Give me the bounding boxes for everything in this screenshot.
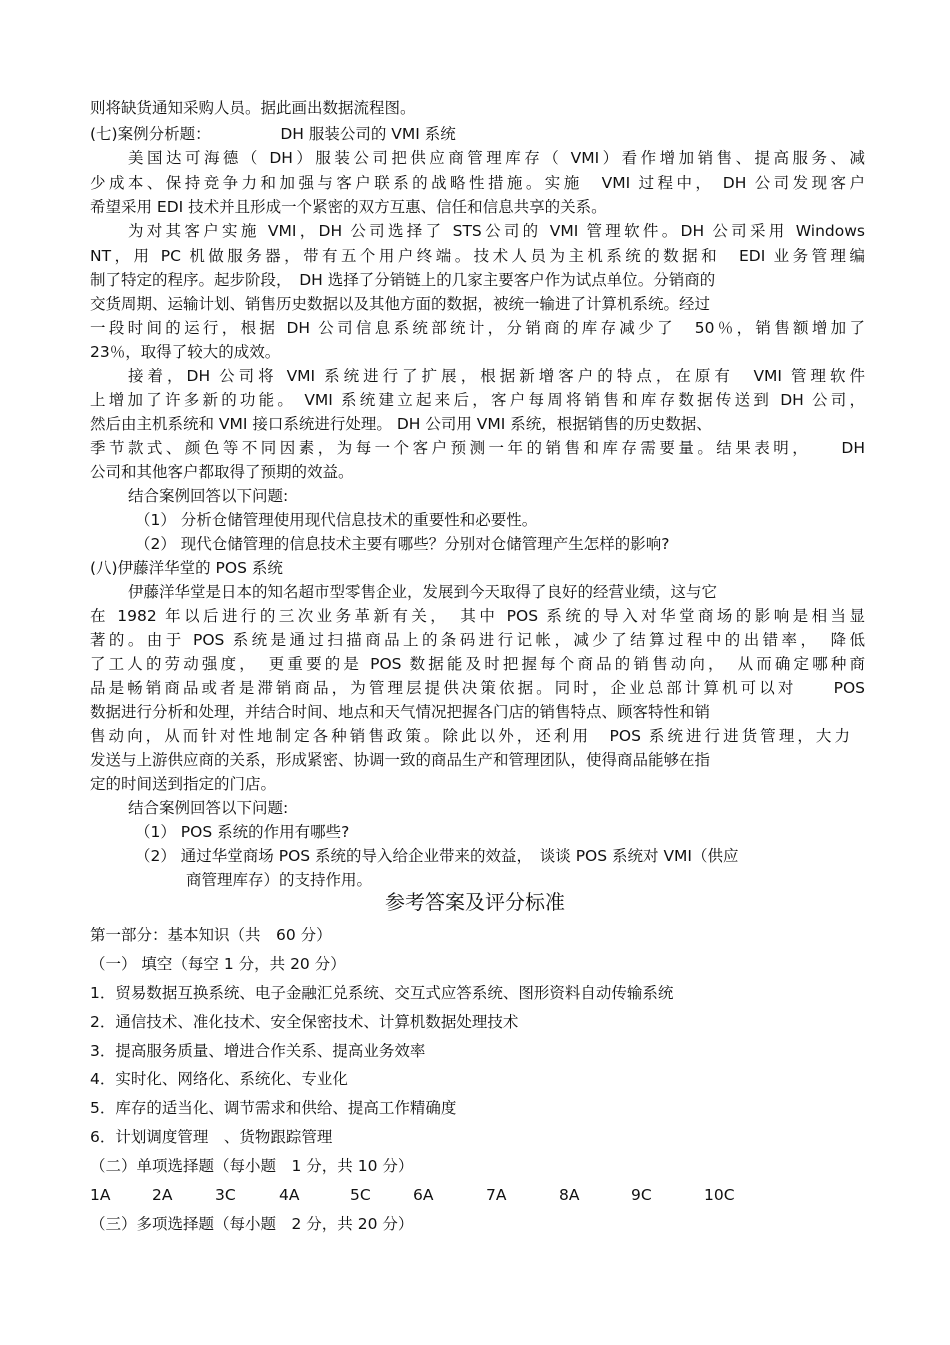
- text-line: 美国达可海德（ DH）服装公司把供应商管理库存（ VMI）看作增加销售、提高服务、减: [128, 149, 865, 167]
- text-line: 接着，DH 公司将 VMI 系统进行了扩展，根据新增客户的特点，在原有 VMI 管理软件: [128, 367, 865, 385]
- text-line: 则将缺货通知采购人员。据此画出数据流程图。: [90, 99, 416, 117]
- mc-answer: 5C: [350, 1186, 371, 1204]
- text-line: 公司和其他客户都取得了预期的效益。: [90, 463, 354, 481]
- text-line: 季节款式、颜色等不同因素，为每一个客户预测一年的销售和库存需要量。结果表明， DH: [90, 439, 865, 457]
- answer-line: 2．通信技术、准化技术、安全保密技术、计算机数据处理技术: [90, 1013, 519, 1031]
- mc-answer: 1A: [90, 1186, 111, 1204]
- answer-line: 6．计划调度管理 、货物跟踪管理: [90, 1128, 333, 1146]
- mc-answer: 6A: [413, 1186, 434, 1204]
- text-line: 为对其客户实施 VMI，DH 公司选择了 STS公司的 VMI 管理软件。DH 公司采用 Windows: [128, 222, 865, 240]
- question-item: （2） 现代仓储管理的信息技术主要有哪些？分别对仓储管理产生怎样的影响?: [135, 535, 670, 553]
- mc-answer: 9C: [631, 1186, 652, 1204]
- mc-answer: 10C: [704, 1186, 735, 1204]
- questions-intro: 结合案例回答以下问题:: [128, 799, 289, 817]
- text-line: 售动向，从而针对性地制定各种销售政策。除此以外，还利用 POS 系统进行进货管理，大力: [90, 727, 850, 745]
- mc-answer: 4A: [279, 1186, 300, 1204]
- text-line: 希望采用 EDI 技术并且形成一个紧密的双方互惠、信任和信息共享的关系。: [90, 198, 607, 216]
- answer-line: 3．提高服务质量、增进合作关系、提高业务效率: [90, 1042, 426, 1060]
- text-line: 少成本、保持竞争力和加强与客户联系的战略性措施。实施 VMI 过程中， DH 公司发现客户: [90, 174, 865, 192]
- text-line: 品是畅销商品或者是滞销商品，为管理层提供决策依据。同时，企业总部计算机可以对 POS: [90, 679, 865, 697]
- answer-line: 5．库存的适当化、调节需求和供给、提高工作精确度: [90, 1099, 457, 1117]
- question-item: （2） 通过华堂商场 POS 系统的导入给企业带来的效益， 谈谈 POS 系统对 VMI（供应: [135, 847, 739, 865]
- text-line: 在 1982 年以后进行的三次业务革新有关， 其中 POS 系统的导入对华堂商场的影响是相当显: [90, 607, 865, 625]
- mc-answer: 7A: [486, 1186, 507, 1204]
- question-item-continued: 商管理库存）的支持作用。: [186, 871, 373, 889]
- answer-title: 参考答案及评分标准: [385, 890, 565, 914]
- answer-line: 第一部分：基本知识（共 60 分）: [90, 926, 332, 944]
- text-line: 上增加了许多新的功能。 VMI 系统建立起来后，客户每周将销售和库存数据传送到 DH 公司，: [90, 391, 865, 409]
- text-line: 定的时间送到指定的门店。: [90, 775, 277, 793]
- text-line: NT，用 PC 机做服务器，带有五个用户终端。技术人员为主机系统的数据和 EDI 业务管理编: [90, 247, 865, 265]
- answer-line: 1．贸易数据互换系统、电子金融汇兑系统、交互式应答系统、图形资料自动传输系统: [90, 984, 674, 1002]
- answer-line: （二）单项选择题（每小题 1 分，共 10 分）: [90, 1157, 414, 1175]
- answer-line: 4．实时化、网络化、系统化、专业化: [90, 1070, 348, 1088]
- mc-answer: 8A: [559, 1186, 580, 1204]
- question-item: （1） 分析仓储管理使用现代信息技术的重要性和必要性。: [135, 511, 538, 529]
- mc-answer: 3C: [215, 1186, 236, 1204]
- text-line: 伊藤洋华堂是日本的知名超市型零售企业，发展到今天取得了良好的经营业绩，这与它: [128, 583, 718, 601]
- text-line: 著的。由于 POS 系统是通过扫描商品上的条码进行记帐，减少了结算过程中的出错率， 降低: [90, 631, 865, 649]
- text-line: 了工人的劳动强度， 更重要的是 POS 数据能及时把握每个商品的销售动向， 从而确定哪种商: [90, 655, 865, 673]
- text-line: 23％，取得了较大的成效。: [90, 343, 281, 361]
- answer-line: （三）多项选择题（每小题 2 分，共 20 分）: [90, 1215, 414, 1233]
- text-line: 发送与上游供应商的关系，形成紧密、协调一致的商品生产和管理团队，使得商品能够在指: [90, 751, 711, 769]
- text-line: 一段时间的运行，根据 DH 公司信息系统部统计，分销商的库存减少了 50％，销售额增加了: [90, 319, 865, 337]
- answer-line: （一） 填空（每空 1 分，共 20 分）: [90, 955, 346, 973]
- text-line: 数据进行分析和处理，并结合时间、地点和天气情况把握各门店的销售特点、顾客特性和销: [90, 703, 711, 721]
- text-line: 制了特定的程序。起步阶段， DH 选择了分销链上的几家主要客户作为试点单位。分销商的: [90, 271, 716, 289]
- text-line: 交货周期、运输计划、销售历史数据以及其他方面的数据，被统一输进了计算机系统。经过: [90, 295, 711, 313]
- case-7-heading: (七)案例分析题： DH 服装公司的 VMI 系统: [90, 125, 456, 143]
- questions-intro: 结合案例回答以下问题:: [128, 487, 289, 505]
- case-8-heading: (八)伊藤洋华堂的 POS 系统: [90, 559, 283, 577]
- mc-answer: 2A: [152, 1186, 173, 1204]
- question-item: （1） POS 系统的作用有哪些?: [135, 823, 350, 841]
- text-line: 然后由主机系统和 VMI 接口系统进行处理。 DH 公司用 VMI 系统，根据销售的历史数据、: [90, 415, 712, 433]
